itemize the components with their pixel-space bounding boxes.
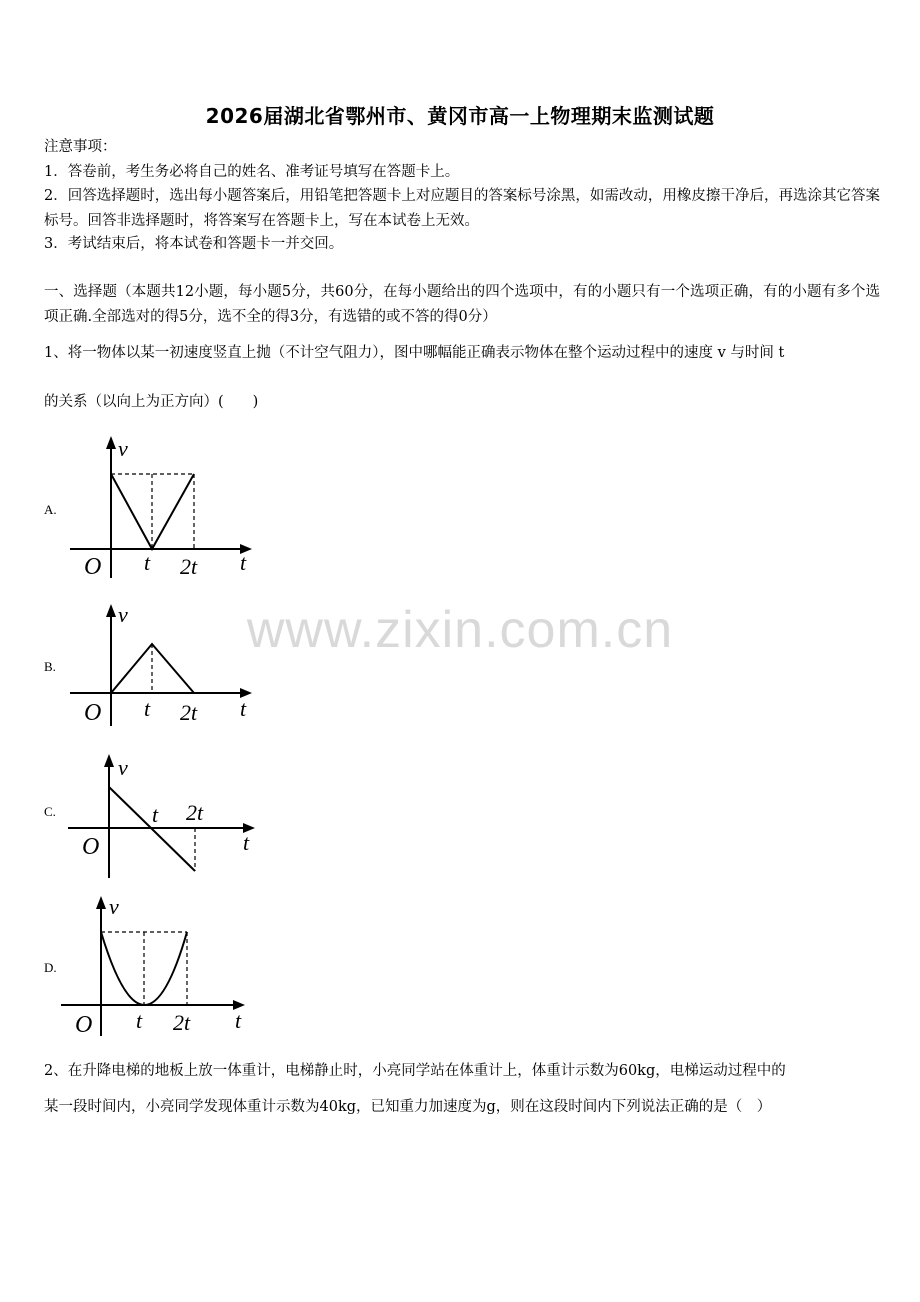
- t-axis-label: t: [235, 1008, 242, 1033]
- v-label: v: [118, 602, 128, 627]
- t-axis-label: t: [240, 550, 247, 575]
- t-label: t: [136, 1008, 143, 1033]
- notes-heading: 注意事项：: [44, 139, 117, 155]
- origin-label: O: [82, 834, 100, 860]
- v-axis-arrow: [106, 436, 116, 449]
- 2t-label: 2t: [173, 1010, 191, 1035]
- origin-label: O: [84, 554, 102, 580]
- note-item-1: 1．答卷前，考生务必将自己的姓名、准考证号填写在答题卡上。: [44, 164, 460, 180]
- v-label: v: [118, 755, 128, 780]
- question-1-line-1: 1、将一物体以某一初速度竖直上抛（不计空气阻力），图中哪幅能正确表示物体在整个运动过程中的速度 v 与时间 t: [44, 345, 785, 361]
- option-c-label: C.: [44, 804, 56, 819]
- page-title: 2026届湖北省鄂州市、黄冈市高一上物理期末监测试题: [205, 104, 715, 128]
- option-b-label: B.: [44, 659, 56, 674]
- note-item-2: 2．回答选择题时，选出每小题答案后，用铅笔把答题卡上对应题目的答案标号涂黑，如需改动，用橡皮擦干净后，再选涂其它答案标号。回答非选择题时，将答案写在答题卡上，写在本试卷上无效。: [44, 188, 880, 229]
- option-d-label: D.: [44, 960, 57, 975]
- option-a-graph: [60, 430, 270, 590]
- question-2-line-1: 2、在升降电梯的地板上放一体重计，电梯静止时，小亮同学站在体重计上，体重计示数为60kg，电梯运动过程中的: [44, 1063, 786, 1079]
- option-b-graph: [60, 598, 270, 728]
- option-a-label: A.: [44, 502, 57, 517]
- question-2-line-2: 某一段时间内，小亮同学发现体重计示数为40kg，已知重力加速度为g，则在这段时间内下列说法正确的是（ ）: [44, 1099, 772, 1115]
- origin-label: O: [75, 1012, 93, 1038]
- t-label: t: [144, 550, 151, 575]
- v-label: v: [118, 436, 128, 461]
- option-c-graph: [60, 748, 270, 883]
- 2t-label: 2t: [186, 800, 204, 825]
- watermark: www.zixin.com.cn: [246, 601, 674, 659]
- option-d-graph: [55, 890, 265, 1040]
- t-label: t: [152, 802, 159, 827]
- t-label: t: [144, 696, 151, 721]
- t-axis-label: t: [243, 830, 250, 855]
- note-item-3: 3．考试结束后，将本试卷和答题卡一并交回。: [44, 236, 344, 252]
- 2t-label: 2t: [180, 700, 198, 725]
- origin-label: O: [84, 700, 102, 726]
- question-1-line-2: 的关系（以向上为正方向）( ): [44, 394, 259, 410]
- t-axis-label: t: [240, 696, 247, 721]
- section-heading: 一、选择题（本题共12小题，每小题5分，共60分，在每小题给出的四个选项中，有的小题只有一个选项正确，有的小题有多个选项正确.全部选对的得5分，选不全的得3分，有选错的或不答的得0分）: [44, 284, 880, 325]
- 2t-label: 2t: [180, 554, 198, 579]
- v-label: v: [109, 894, 119, 919]
